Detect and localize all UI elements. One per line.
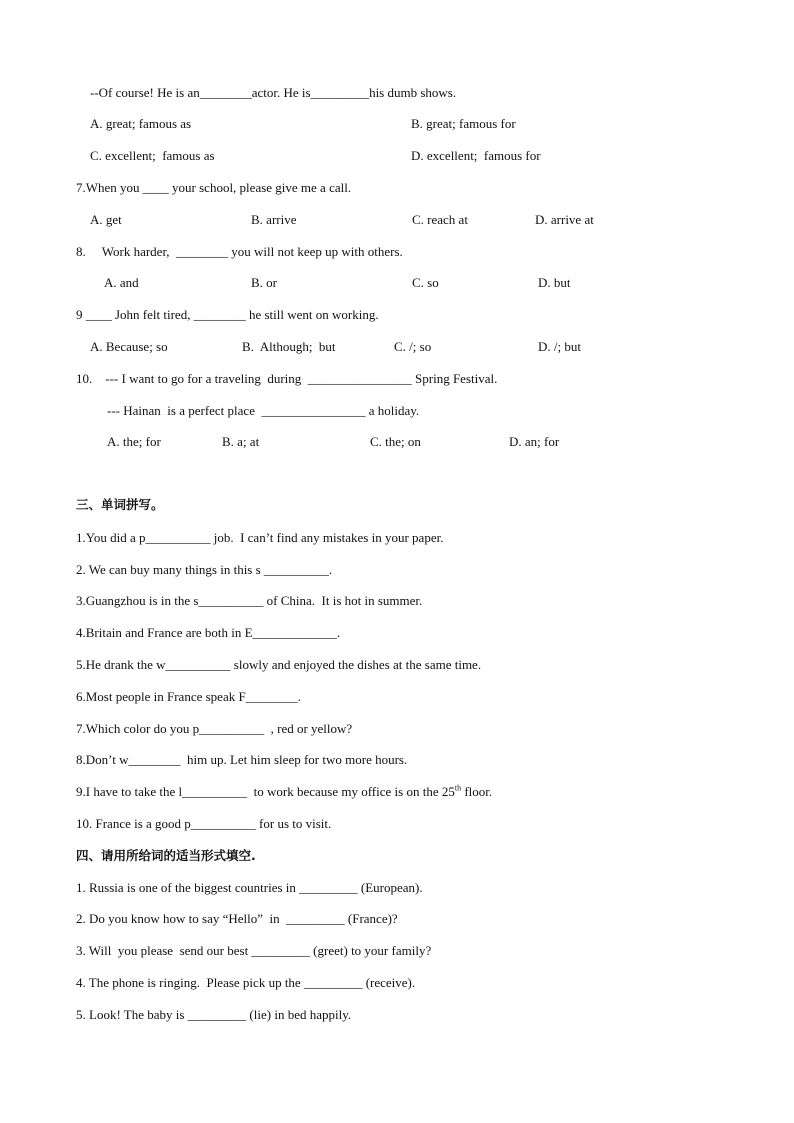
q6-option-b: B. great; famous for: [411, 116, 516, 131]
q7-option-a: A. get: [90, 212, 122, 227]
q8-option-c: C. so: [412, 275, 439, 290]
spelling-item-4: 4.Britain and France are both in E_____________.: [76, 625, 341, 640]
spelling-item-10: 10. France is a good p__________ for us to visit.: [76, 816, 332, 831]
q6-option-a: A. great; famous as: [90, 116, 192, 131]
q10-option-d: D. an; for: [509, 434, 560, 449]
spelling-item-8: 8.Don’t w________ him up. Let him sleep for two more hours.: [76, 752, 408, 767]
spelling-item-1: 1.You did a p__________ job. I can’t find any mistakes in your paper.: [76, 530, 444, 545]
q9-option-c: C. /; so: [394, 339, 432, 354]
form-item-1: 1. Russia is one of the biggest countries in _________ (European).: [76, 880, 423, 895]
q9-option-b: B. Although; but: [242, 339, 336, 354]
q9-option-d: D. /; but: [538, 339, 581, 354]
q9-stem: 9 ____ John felt tired, ________ he still went on working.: [76, 307, 379, 322]
q7-option-d: D. arrive at: [535, 212, 594, 227]
q7-option-c: C. reach at: [412, 212, 468, 227]
q6-continuation: --Of course! He is an________actor. He is_________his dumb shows.: [90, 85, 457, 100]
q7-option-b: B. arrive: [251, 212, 297, 227]
q10-stem-line2: --- Hainan is a perfect place ________________ a holiday.: [107, 403, 420, 418]
ordinal-suffix: th: [454, 783, 462, 793]
form-item-4: 4. The phone is ringing. Please pick up the _________ (receive).: [76, 975, 416, 990]
spelling-item-9: [76, 784, 492, 800]
spelling-item-3: 3.Guangzhou is in the s__________ of China. It is hot in summer.: [76, 593, 423, 608]
q10-stem-line1: 10. --- I want to go for a traveling during ________________ Spring Festival.: [76, 371, 498, 386]
q10-option-c: C. the; on: [370, 434, 421, 449]
q9-option-a: A. Because; so: [90, 339, 168, 354]
q8-option-a: A. and: [104, 275, 139, 290]
form-item-2: 2. Do you know how to say “Hello” in _________ (France)?: [76, 911, 398, 926]
spelling-item-9-text: 9.I have to take the l__________ to work because my office is on the 25: [76, 784, 455, 799]
section3-heading: 三、单词拼写。: [76, 497, 164, 512]
q6-option-c: C. excellent; famous as: [90, 148, 215, 163]
section4-heading: 四、请用所给词的适当形式填空.: [76, 848, 256, 863]
spelling-item-6: 6.Most people in France speak F________.: [76, 689, 301, 704]
spelling-item-5: 5.He drank the w__________ slowly and enjoyed the dishes at the same time.: [76, 657, 482, 672]
q7-stem: 7.When you ____ your school, please give me a call.: [76, 180, 352, 195]
spelling-item-2: 2. We can buy many things in this s __________.: [76, 562, 333, 577]
q8-stem: 8. Work harder, ________ you will not keep up with others.: [76, 244, 403, 259]
form-item-5: 5. Look! The baby is _________ (lie) in bed happily.: [76, 1007, 352, 1022]
q6-option-d: D. excellent; famous for: [411, 148, 541, 163]
q8-option-d: D. but: [538, 275, 571, 290]
spelling-item-9-end: floor.: [461, 784, 493, 799]
q10-option-a: A. the; for: [107, 434, 161, 449]
q8-option-b: B. or: [251, 275, 277, 290]
spelling-item-7: 7.Which color do you p__________ , red or yellow?: [76, 721, 353, 736]
q10-option-b: B. a; at: [222, 434, 260, 449]
form-item-3: 3. Will you please send our best _________ (greet) to your family?: [76, 943, 432, 958]
